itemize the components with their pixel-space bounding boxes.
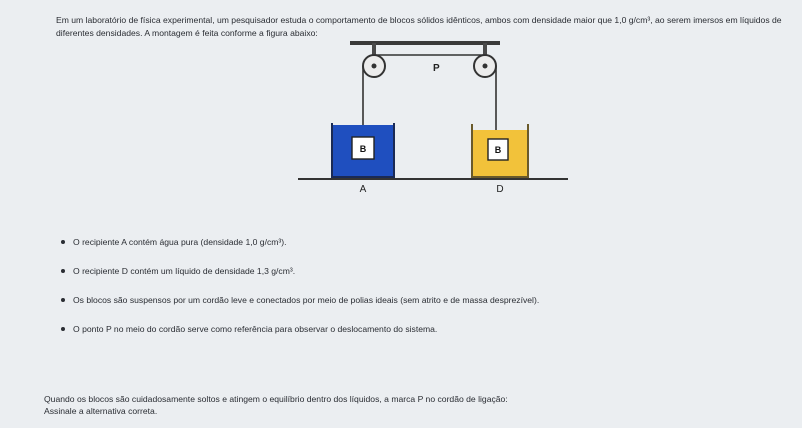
container-d-label: D [496, 184, 504, 195]
bullet-item: O recipiente D contém um líquido de densidade 1,3 g/cm³. [58, 265, 539, 294]
question-block [44, 393, 508, 417]
block-b-right-label: B [494, 145, 502, 155]
bullet-list [58, 236, 539, 352]
right-pulley-axle [483, 64, 488, 69]
bullet-item: O ponto P no meio do cordão serve como referência para observar o deslocamento do sistema. [58, 323, 539, 352]
bullet-item: O recipiente A contém água pura (densidade 1,0 g/cm³). [58, 236, 539, 265]
block-b-left-label: B [359, 144, 367, 154]
container-a-label: A [359, 184, 367, 195]
bullet-item: Os blocos são suspensos por um cordão leve e conectados por meio de polias ideais (sem atrito e de massa desprezível). [58, 294, 539, 323]
left-pulley-axle [372, 64, 377, 69]
question-text: Quando os blocos são cuidadosamente soltos e atingem o equilíbrio dentro dos líquidos, a marca P no cordão de ligação: [44, 394, 508, 404]
intro-paragraph: Em um laboratório de física experimental, um pesquisador estuda o comportamento de blocos sólidos idênticos, ambos com densidade maior que 1,0 g/cm³, ao serem imersos em líquidos de diferentes densidades. A montagem é feita conforme a figura abaixo: [56, 15, 782, 38]
question-instruction: Assinale a alternativa correta. [44, 406, 158, 416]
point-p-label: P [433, 63, 440, 74]
pulley-diagram [290, 38, 580, 198]
